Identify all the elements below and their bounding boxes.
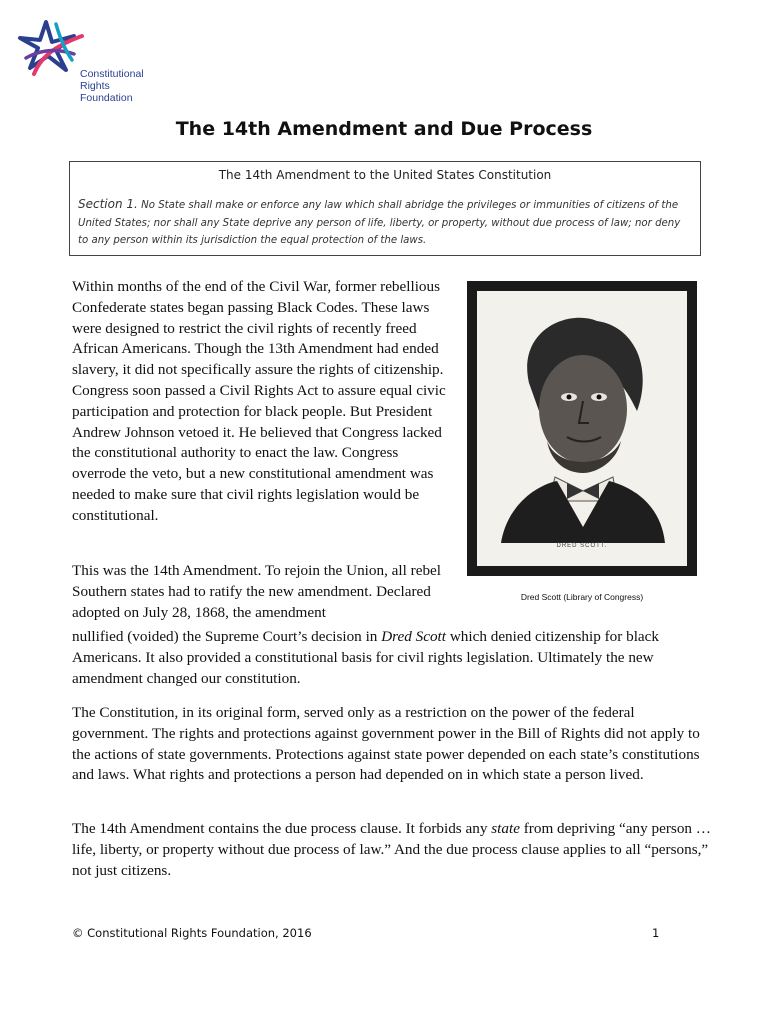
copyright: © Constitutional Rights Foundation, 2016 <box>72 926 312 940</box>
p2-italic-dred-scott: Dred Scott <box>381 628 447 645</box>
page-title: The 14th Amendment and Due Process <box>175 118 593 140</box>
paragraph-2-part-1: This was the 14th Amendment. To rejoin the Union, all rebel Southern states had to ratify the new amendment. Declared adopted on July 28, 1868, the amendment <box>72 562 441 621</box>
p4-text-after: from depriving “any person … life, liberty, or property without due process of law.” And the due process clause applies to all “persons,” not just citizens. <box>72 820 711 879</box>
photo-caption: Dred Scott (Library of Congress) <box>520 592 644 602</box>
p2-text-after: which denied citizenship for black Americans. It also provided a constitutional basis for civil rights legislation. Ultimately the new amendment changed our constitution. <box>72 628 659 687</box>
page-number: 1 <box>652 926 660 940</box>
logo-line-2: Rights <box>80 80 110 92</box>
portrait-image <box>477 291 687 566</box>
paragraph-3: The Constitution, in its original form, served only as a restriction on the power of the federal government. The rights and protections against government power in the Bill of Rights did not apply to the actions of state governments. Protections against state power depended on each state’s constitutions and laws. What rights and protections a person had depended on in which state a person lived. <box>72 704 700 784</box>
paragraph-1: Within months of the end of the Civil War, former rebellious Confederate states began passing Black Codes. These laws were designed to restrict the civil rights of recently freed African Americans. Though the 13th Amendment had ended slavery, it did not specifically assure the rights of citizenship. Congress soon passed a Civil Rights Act to assure equal civic participation and protection for black people. But President Andrew Johnson vetoed it. He believed that Congress lacked the constitutional authority to enact the law. Congress overrode the veto, but a new constitutional amendment was needed to make sure that civil rights legislation would be constitutional. <box>72 278 446 524</box>
logo-line-1: Constitutional <box>80 68 144 80</box>
p4-text-before: The 14th Amendment contains the due process clause. It forbids any <box>72 820 492 837</box>
logo-line-3: Foundation <box>80 92 133 104</box>
amendment-heading: The 14th Amendment to the United States Constitution <box>218 168 552 182</box>
amendment-text <box>78 196 692 250</box>
section-text: No State shall make or enforce any law which shall abridge the privileges or immunities of citizens of the United States; nor shall any State deprive any person of life, liberty, or property, without due process of law; nor deny to any person within its jurisdiction the equal protection of the laws. <box>78 200 681 246</box>
p2-text-before: nullified (voided) the Supreme Court’s decision in <box>72 628 382 645</box>
portrait-inner-label: DRED SCOTT. <box>556 543 608 549</box>
dred-scott-portrait <box>467 281 697 576</box>
p4-italic-state: state <box>491 820 520 837</box>
portrait-drawing-icon <box>477 291 687 566</box>
section-label: Section 1. <box>78 197 138 211</box>
paragraph-4 <box>72 819 712 881</box>
amendment-box <box>69 161 701 256</box>
paragraph-2-part-2 <box>72 627 712 689</box>
crf-logo <box>16 14 156 106</box>
